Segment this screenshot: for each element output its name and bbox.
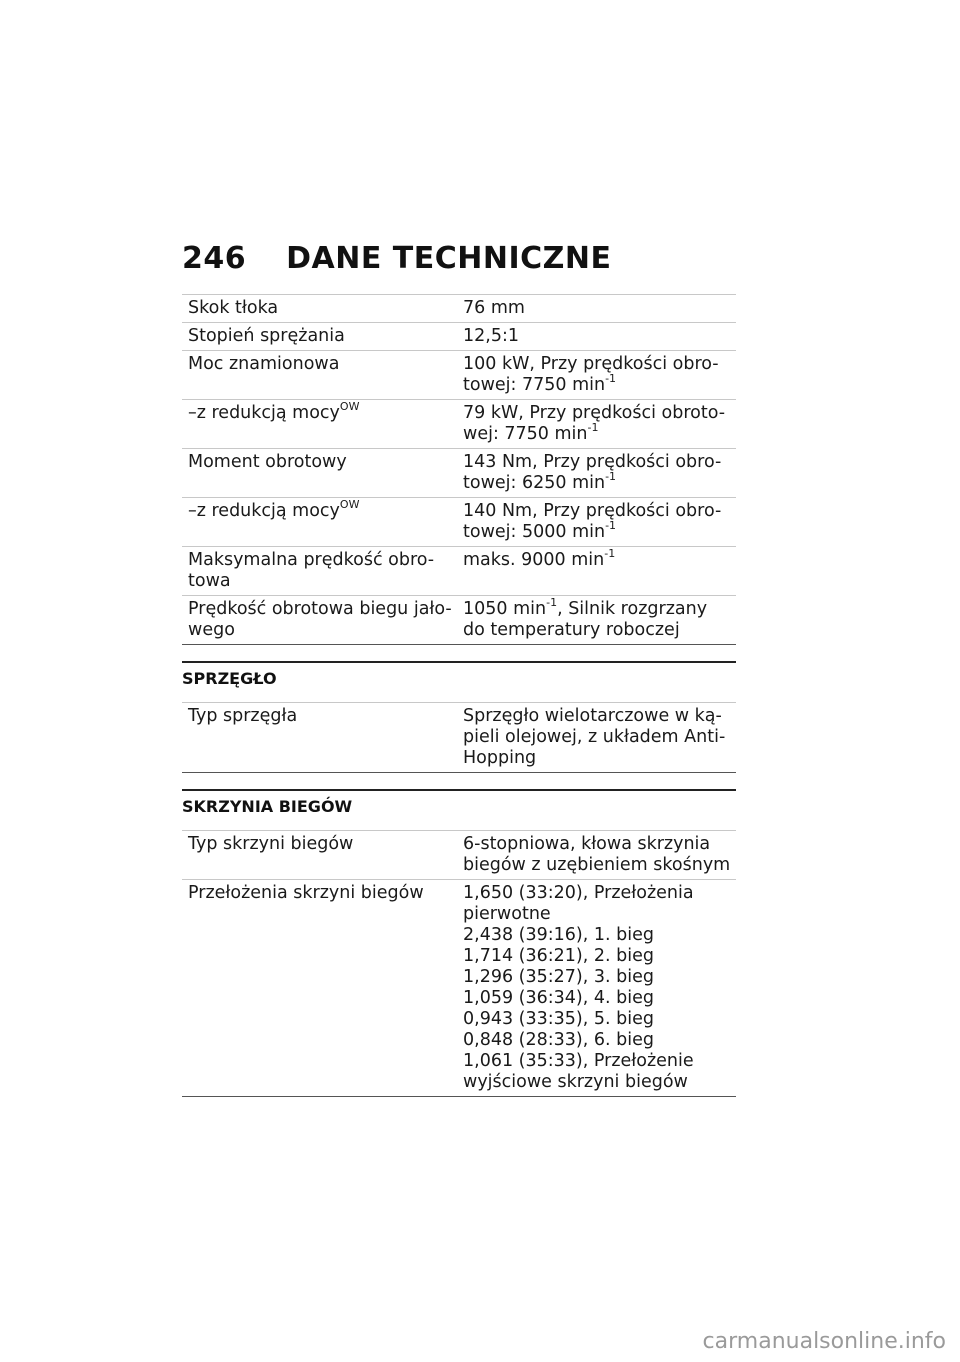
spec-row	[182, 831, 736, 880]
spec-value	[460, 323, 736, 351]
spec-value-text: towej: 6250 min	[463, 473, 606, 493]
spec-value-line	[463, 519, 730, 543]
spec-value	[460, 880, 736, 1097]
spec-value-line	[463, 452, 730, 473]
spec-row	[182, 351, 736, 400]
spec-value-text: 1,061 (35:33), Przełożenie	[463, 1051, 694, 1071]
spec-value-line	[463, 925, 730, 946]
spec-value-line	[463, 596, 730, 620]
page-number: 246	[182, 241, 247, 276]
spec-label	[182, 400, 460, 449]
spec-value	[460, 703, 736, 773]
spec-value-text: 0,943 (33:35), 5. bieg	[463, 1009, 654, 1029]
spec-value	[460, 449, 736, 498]
spec-row	[182, 449, 736, 498]
spec-value-line	[463, 1072, 730, 1093]
spec-value-line	[463, 501, 730, 522]
unit-superscript: -1	[587, 421, 599, 434]
spec-row	[182, 400, 736, 449]
spec-value-text: 6-stopniowa, kłowa skrzynia	[463, 834, 711, 854]
spec-label-line: Stopień sprężania	[188, 326, 345, 346]
spec-label	[182, 295, 460, 323]
spec-value-text: 1,650 (33:20), Przełożenia	[463, 883, 694, 903]
spec-label	[182, 449, 460, 498]
spec-value-line	[463, 326, 730, 347]
spec-label-line: –z redukcją mocy	[188, 501, 340, 521]
spec-value-text: , Silnik rozgrzany	[557, 599, 708, 619]
spec-label-line: wego	[188, 620, 235, 640]
spec-value-line	[463, 372, 730, 396]
spec-value-line	[463, 904, 730, 925]
spec-value-text: Sprzęgło wielotarczowe w ką-	[463, 706, 722, 726]
spec-label	[182, 498, 460, 547]
spec-value-line	[463, 620, 730, 641]
spec-value-text: 1,296 (35:27), 3. bieg	[463, 967, 654, 987]
spec-label-line: Moment obrotowy	[188, 452, 347, 472]
spec-label-line: towa	[188, 571, 231, 591]
spec-label	[182, 596, 460, 645]
label-superscript: OW	[339, 400, 360, 413]
section-spec-table	[182, 702, 736, 773]
spec-value-text: 79 kW, Przy prędkości obroto-	[463, 403, 726, 423]
spec-value-line	[463, 988, 730, 1009]
spec-value-text: 143 Nm, Przy prędkości obro-	[463, 452, 722, 472]
spec-value-text: 100 kW, Przy prędkości obro-	[463, 354, 719, 374]
page-title: DANE TECHNICZNE	[286, 241, 612, 276]
spec-value-text: towej: 7750 min	[463, 375, 606, 395]
spec-value-text: pierwotne	[463, 904, 551, 924]
spec-label	[182, 703, 460, 773]
spec-label	[182, 880, 460, 1097]
spec-value-line	[463, 946, 730, 967]
spec-value-text: 12,5:1	[463, 326, 519, 346]
spec-label-line-wrap	[188, 400, 454, 424]
unit-superscript: -1	[605, 470, 617, 483]
spec-row	[182, 498, 736, 547]
spec-value	[460, 351, 736, 400]
watermark: carmanualsonline.info	[702, 1329, 946, 1354]
spec-value	[460, 498, 736, 547]
spec-value-text: 1,059 (36:34), 4. bieg	[463, 988, 654, 1008]
spec-label-line: –z redukcją mocy	[188, 403, 340, 423]
spec-value	[460, 596, 736, 645]
spec-label-line: Maksymalna prędkość obro-	[188, 550, 435, 570]
spec-value-line	[463, 1051, 730, 1072]
unit-superscript: -1	[605, 372, 617, 385]
spec-value-text: 1050 min	[463, 599, 547, 619]
unit-superscript: -1	[605, 519, 617, 532]
section-heading: SKRZYNIA BIEGÓW	[182, 789, 736, 823]
spec-row	[182, 323, 736, 351]
spec-value-text: 140 Nm, Przy prędkości obro-	[463, 501, 722, 521]
spec-row	[182, 703, 736, 773]
spec-label-line: Typ skrzyni biegów	[188, 834, 354, 854]
spec-value-text: wej: 7750 min	[463, 424, 588, 444]
unit-superscript: -1	[546, 596, 558, 609]
spec-label	[182, 831, 460, 880]
spec-value-line	[463, 421, 730, 445]
spec-value-line	[463, 1030, 730, 1051]
spec-row	[182, 880, 736, 1097]
spec-sections	[182, 661, 736, 1097]
spec-label-line: Prędkość obrotowa biegu jało-	[188, 599, 452, 619]
spec-value-line	[463, 547, 730, 571]
spec-value-line	[463, 1009, 730, 1030]
label-superscript: OW	[339, 498, 360, 511]
engine-spec-table	[182, 294, 736, 645]
content	[182, 294, 736, 1097]
spec-value-line	[463, 883, 730, 904]
spec-label-line-wrap	[188, 498, 454, 522]
spec-value-text: wyjściowe skrzyni biegów	[463, 1072, 688, 1092]
unit-superscript: -1	[604, 547, 616, 560]
spec-label-line: Skok tłoka	[188, 298, 279, 318]
spec-value-line	[463, 748, 730, 769]
spec-label	[182, 547, 460, 596]
spec-value-line	[463, 706, 730, 727]
spec-value	[460, 400, 736, 449]
spec-value-line	[463, 727, 730, 748]
section-heading: SPRZĘGŁO	[182, 661, 736, 695]
spec-value-text: biegów z uzębieniem skośnym	[463, 855, 731, 875]
spec-value-line	[463, 354, 730, 375]
spec-value-text: 0,848 (28:33), 6. bieg	[463, 1030, 654, 1050]
spec-value-text: 76 mm	[463, 298, 525, 318]
spec-value	[460, 295, 736, 323]
spec-value-line	[463, 834, 730, 855]
spec-row	[182, 295, 736, 323]
spec-label-line: Przełożenia skrzyni biegów	[188, 883, 424, 903]
spec-label-line: Typ sprzęgła	[188, 706, 298, 726]
spec-value-line	[463, 470, 730, 494]
spec-value-text: maks. 9000 min	[463, 550, 605, 570]
spec-value	[460, 547, 736, 596]
spec-value-line	[463, 298, 730, 319]
spec-value-text: 1,714 (36:21), 2. bieg	[463, 946, 654, 966]
spec-row	[182, 596, 736, 645]
spec-value-text: pieli olejowej, z układem Anti-	[463, 727, 726, 747]
spec-value-line	[463, 967, 730, 988]
spec-value	[460, 831, 736, 880]
page-header	[182, 241, 612, 276]
spec-value-line	[463, 855, 730, 876]
section-spec-table	[182, 830, 736, 1097]
spec-label	[182, 323, 460, 351]
spec-label-line: Moc znamionowa	[188, 354, 340, 374]
spec-value-text: towej: 5000 min	[463, 522, 606, 542]
spec-row	[182, 547, 736, 596]
spec-label	[182, 351, 460, 400]
spec-value-text: do temperatury roboczej	[463, 620, 680, 640]
spec-value-text: Hopping	[463, 748, 537, 768]
spec-value-text: 2,438 (39:16), 1. bieg	[463, 925, 654, 945]
